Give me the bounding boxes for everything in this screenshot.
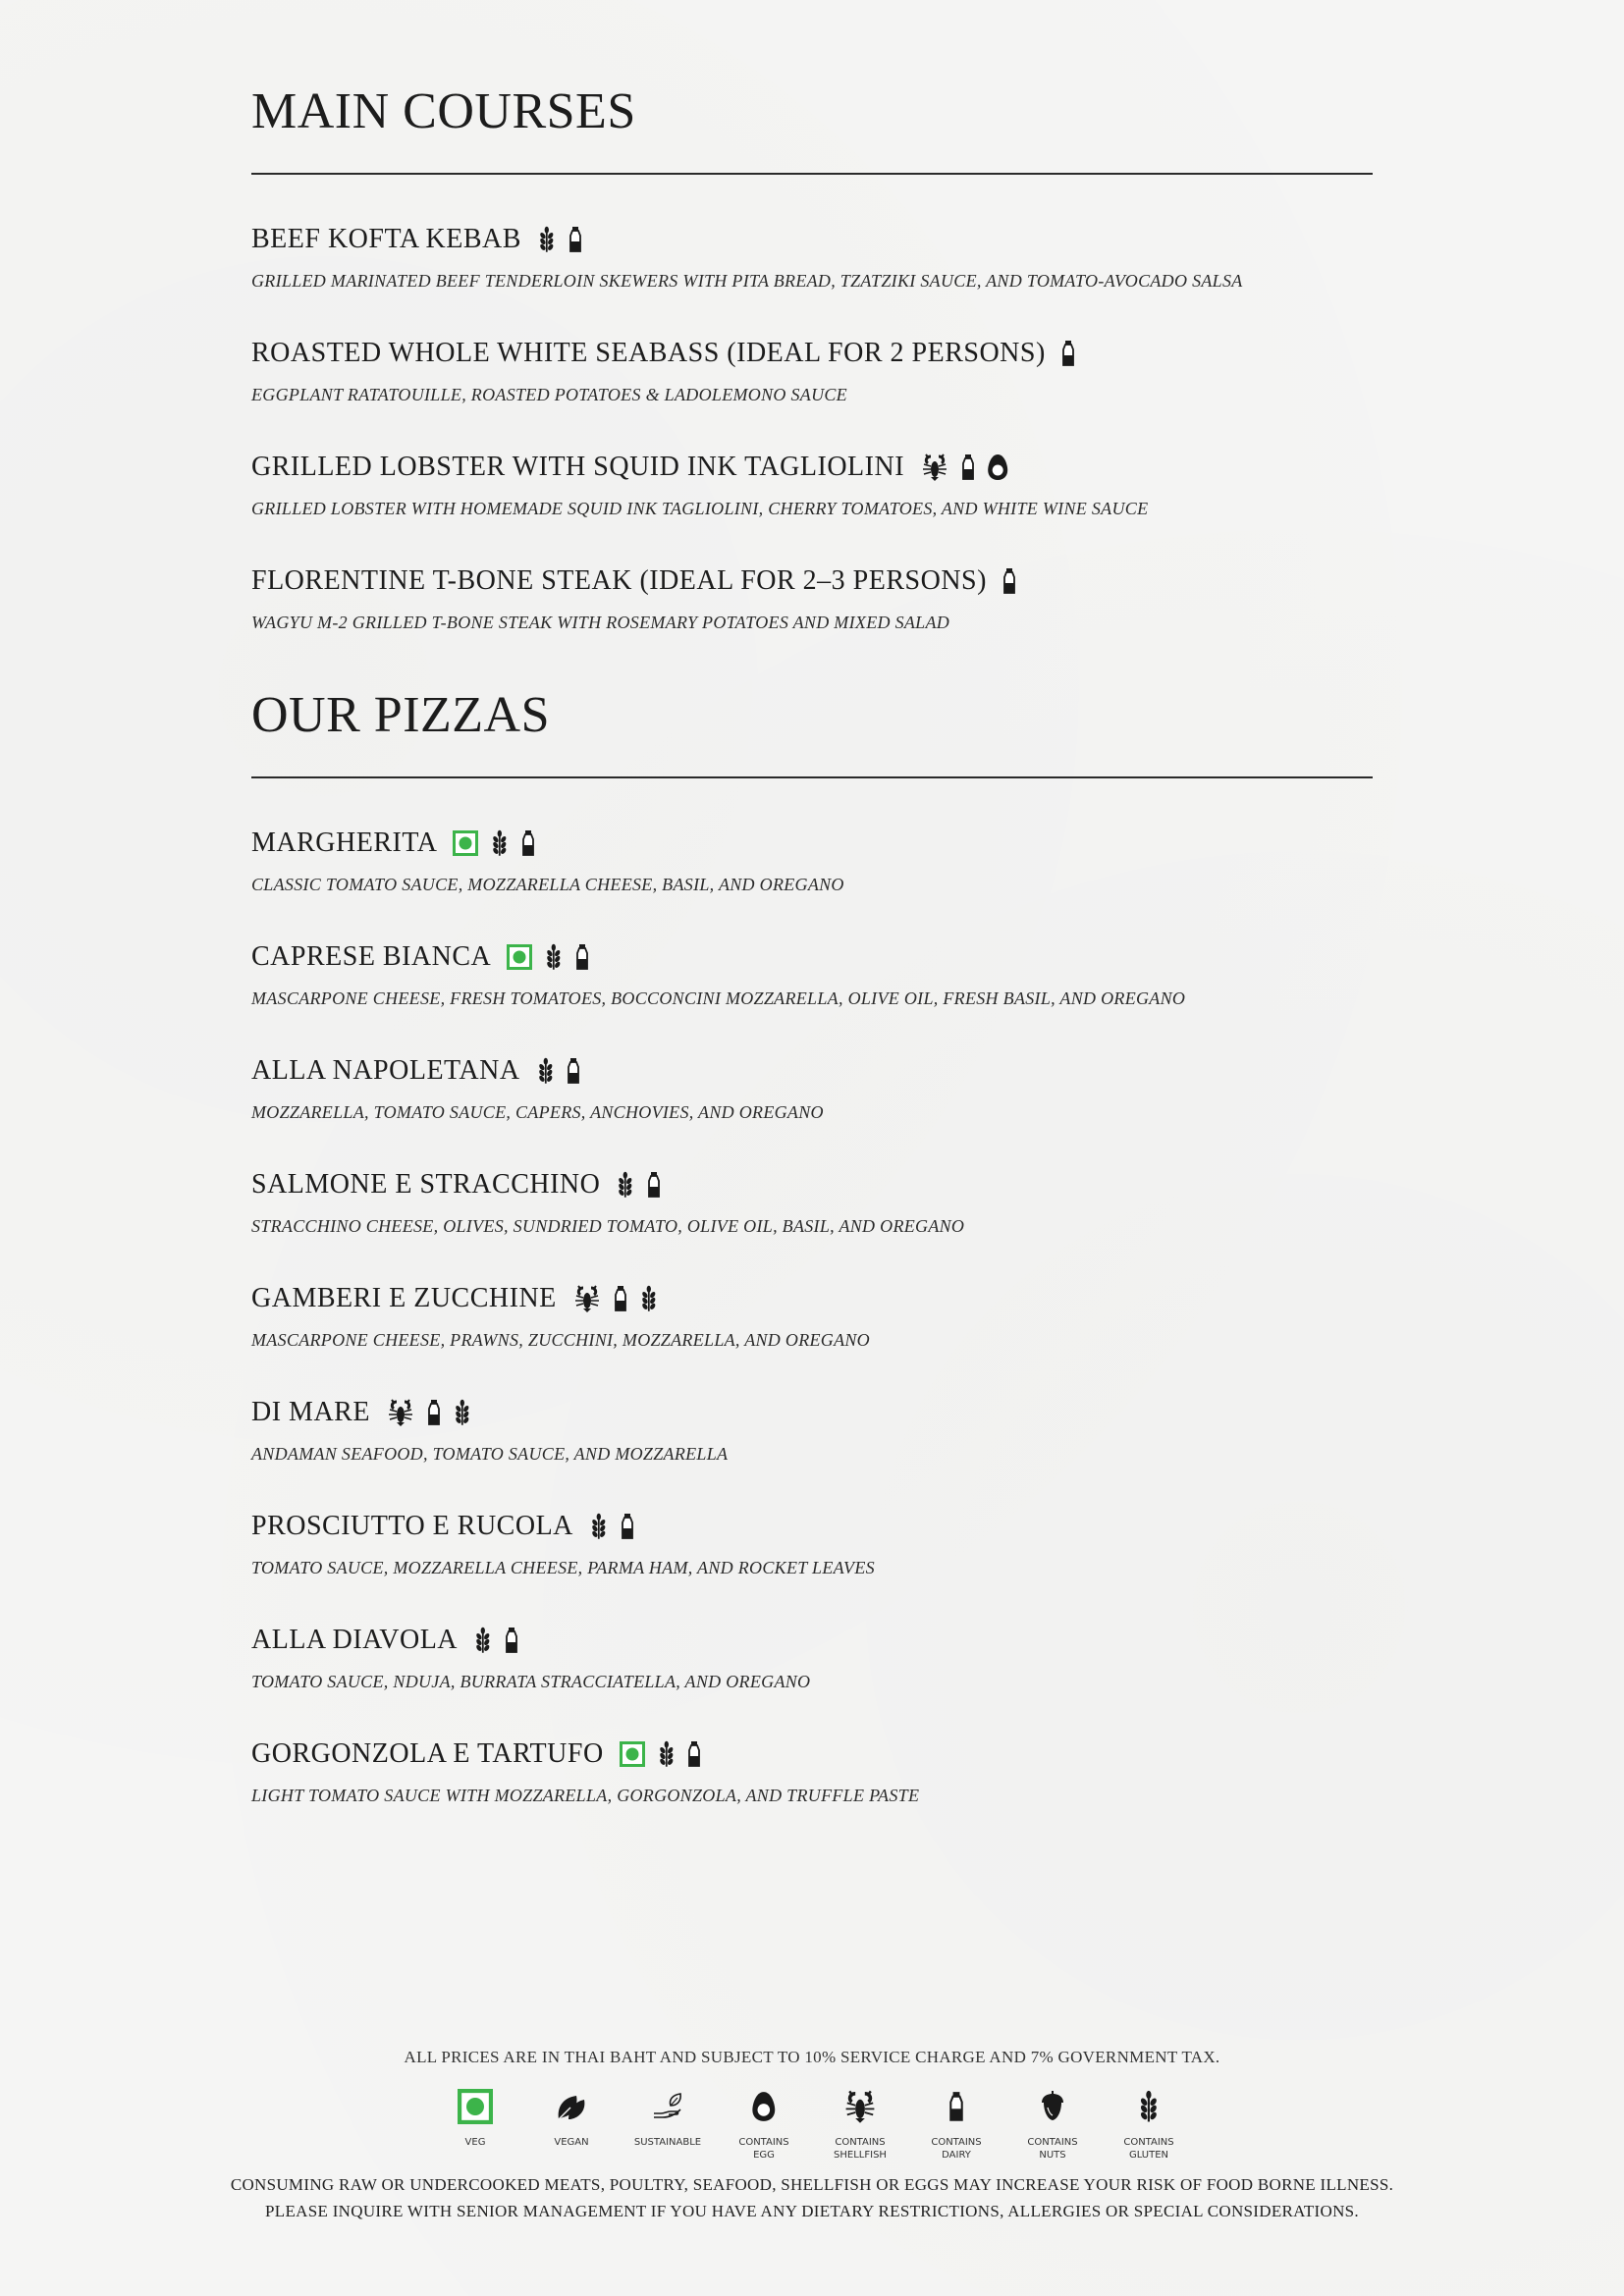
legend-item-veg bbox=[427, 2085, 523, 2162]
legend-item-shellfish bbox=[812, 2085, 908, 2162]
allergen-icons bbox=[572, 1284, 671, 1313]
menu-item-header bbox=[251, 448, 1373, 487]
menu-item-header bbox=[251, 1621, 1373, 1660]
milk-bottle-icon bbox=[621, 1513, 634, 1540]
legend-item-sustainable bbox=[620, 2085, 716, 2162]
menu-item-name: PROSCIUTTO E RUCOLA bbox=[251, 1511, 573, 1541]
legend-label: VEG bbox=[464, 2137, 486, 2148]
menu-item bbox=[251, 1165, 1373, 1279]
menu-item-description: TOMATO SAUCE, NDUJA, BURRATA STRACCIATELLA, AND OREGANO bbox=[251, 1672, 811, 1691]
allergen-icons bbox=[473, 1627, 530, 1654]
wheat-icon bbox=[639, 1285, 659, 1312]
allergen-icons bbox=[620, 1740, 714, 1768]
lobster-icon bbox=[572, 1284, 602, 1313]
veg-icon bbox=[458, 2085, 493, 2128]
menu-item-description: MOZZARELLA, TOMATO SAUCE, CAPERS, ANCHOVIES, AND OREGANO bbox=[251, 1102, 824, 1122]
menu-item-description: MASCARPONE CHEESE, FRESH TOMATOES, BOCCONCINI MOZZARELLA, OLIVE OIL, FRESH BASIL, AND OREGANO bbox=[251, 988, 1186, 1008]
section-title: MAIN COURSES bbox=[251, 83, 636, 139]
sustainable-hand-leaf-icon bbox=[651, 2085, 684, 2128]
main-courses-section bbox=[251, 83, 1373, 675]
main-courses-list bbox=[251, 220, 1373, 675]
legend-label: CONTAINS SHELLFISH bbox=[834, 2137, 887, 2161]
allergen-icons bbox=[920, 453, 1020, 482]
menu-item-header bbox=[251, 1051, 1373, 1091]
menu-item-header bbox=[251, 561, 1373, 601]
menu-item bbox=[251, 1507, 1373, 1621]
veg-icon bbox=[507, 944, 532, 970]
menu-item bbox=[251, 1051, 1373, 1165]
wheat-icon bbox=[616, 1171, 635, 1199]
legend-item-dairy bbox=[908, 2085, 1004, 2162]
menu-item-description: MASCARPONE CHEESE, PRAWNS, ZUCCHINI, MOZZARELLA, AND OREGANO bbox=[251, 1330, 870, 1350]
menu-item bbox=[251, 1393, 1373, 1507]
menu-item bbox=[251, 824, 1373, 937]
allergen-legend bbox=[0, 2085, 1624, 2162]
menu-item-description: EGGPLANT RATATOUILLE, ROASTED POTATOES & LADOLEMONO SAUCE bbox=[251, 385, 847, 404]
milk-bottle-icon bbox=[505, 1627, 518, 1654]
allergen-icons bbox=[536, 1057, 593, 1085]
warning-line: PLEASE INQUIRE WITH SENIOR MANAGEMENT IF YOU HAVE ANY DIETARY RESTRICTIONS, ALLERGIES OR SPECIAL CONSIDERATIONS. bbox=[265, 2202, 1359, 2221]
vegan-leaf-icon bbox=[555, 2085, 588, 2128]
menu-item bbox=[251, 334, 1373, 448]
veg-icon bbox=[620, 1741, 645, 1767]
milk-bottle-icon bbox=[568, 226, 582, 253]
legend-item-nuts bbox=[1004, 2085, 1101, 2162]
legend-item-gluten bbox=[1101, 2085, 1197, 2162]
allergen-icons bbox=[507, 943, 601, 971]
wheat-icon bbox=[490, 829, 510, 857]
legend-label: CONTAINS EGG bbox=[738, 2137, 789, 2161]
legend-label: CONTAINS DAIRY bbox=[931, 2137, 982, 2161]
pizzas-section bbox=[251, 687, 1373, 1848]
menu-item-description: TOMATO SAUCE, MOZZARELLA CHEESE, PARMA HAM, AND ROCKET LEAVES bbox=[251, 1558, 875, 1577]
menu-item bbox=[251, 448, 1373, 561]
veg-icon bbox=[453, 830, 478, 856]
section-divider bbox=[251, 776, 1373, 778]
menu-item bbox=[251, 1279, 1373, 1393]
legend-label: VEGAN bbox=[554, 2137, 589, 2148]
price-note: ALL PRICES ARE IN THAI BAHT AND SUBJECT TO 10% SERVICE CHARGE AND 7% GOVERNMENT TAX. bbox=[404, 2048, 1220, 2066]
legend-label: CONTAINS NUTS bbox=[1027, 2137, 1078, 2161]
allergen-icons bbox=[616, 1171, 673, 1199]
legend-item-vegan bbox=[523, 2085, 620, 2162]
menu-item-description: LIGHT TOMATO SAUCE WITH MOZZARELLA, GORGONZOLA, AND TRUFFLE PASTE bbox=[251, 1786, 920, 1805]
legend-label: CONTAINS GLUTEN bbox=[1123, 2137, 1174, 2161]
acorn-nut-icon bbox=[1036, 2085, 1069, 2128]
egg-icon bbox=[987, 454, 1008, 481]
wheat-icon bbox=[657, 1740, 677, 1768]
milk-bottle-icon bbox=[427, 1399, 441, 1426]
lobster-icon bbox=[920, 453, 949, 482]
allergen-icons bbox=[453, 829, 547, 857]
milk-bottle-icon bbox=[1061, 340, 1075, 367]
milk-bottle-icon bbox=[567, 1057, 580, 1085]
menu-item-name: ALLA DIAVOLA bbox=[251, 1625, 459, 1655]
wheat-icon bbox=[473, 1627, 493, 1654]
section-title: OUR PIZZAS bbox=[251, 687, 551, 743]
menu-item-name: MARGHERITA bbox=[251, 828, 438, 858]
menu-item-description: CLASSIC TOMATO SAUCE, MOZZARELLA CHEESE, BASIL, AND OREGANO bbox=[251, 875, 844, 894]
menu-item-name: SALMONE E STRACCHINO bbox=[251, 1169, 601, 1200]
lobster-icon bbox=[842, 2085, 878, 2128]
milk-bottle-icon bbox=[647, 1171, 661, 1199]
milk-bottle-icon bbox=[575, 943, 589, 971]
allergen-icons bbox=[1002, 567, 1028, 595]
milk-bottle-icon bbox=[687, 1740, 701, 1768]
menu-item-header bbox=[251, 220, 1373, 259]
menu-item bbox=[251, 1735, 1373, 1848]
menu-item-description: GRILLED MARINATED BEEF TENDERLOIN SKEWERS WITH PITA BREAD, TZATZIKI SAUCE, AND TOMATO-AVOCADO SALSA bbox=[251, 271, 1243, 291]
menu-item-header bbox=[251, 1165, 1373, 1204]
milk-bottle-icon bbox=[521, 829, 535, 857]
menu-item-name: ROASTED WHOLE WHITE SEABASS (IDEAL FOR 2 PERSONS) bbox=[251, 338, 1046, 368]
menu-item bbox=[251, 937, 1373, 1051]
allergen-icons bbox=[589, 1513, 646, 1540]
wheat-icon bbox=[1137, 2085, 1161, 2128]
menu-item-name: GORGONZOLA E TARTUFO bbox=[251, 1738, 604, 1769]
milk-bottle-icon bbox=[948, 2085, 964, 2128]
menu-item-name: GAMBERI E ZUCCHINE bbox=[251, 1283, 557, 1313]
legend-label: SUSTAINABLE bbox=[633, 2137, 702, 2148]
footer bbox=[0, 2048, 1624, 2224]
egg-icon bbox=[751, 2085, 777, 2128]
menu-item-header bbox=[251, 1279, 1373, 1318]
menu-item bbox=[251, 561, 1373, 675]
milk-bottle-icon bbox=[614, 1285, 627, 1312]
menu-item-header bbox=[251, 1393, 1373, 1432]
menu-item bbox=[251, 1621, 1373, 1735]
menu-item-name: BEEF KOFTA KEBAB bbox=[251, 224, 521, 254]
milk-bottle-icon bbox=[1002, 567, 1016, 595]
milk-bottle-icon bbox=[961, 454, 975, 481]
wheat-icon bbox=[537, 226, 557, 253]
wheat-icon bbox=[544, 943, 564, 971]
menu-item-name: GRILLED LOBSTER WITH SQUID INK TAGLIOLINI bbox=[251, 452, 905, 482]
menu-item-description: GRILLED LOBSTER WITH HOMEMADE SQUID INK TAGLIOLINI, CHERRY TOMATOES, AND WHITE WINE SAUCE bbox=[251, 499, 1149, 518]
wheat-icon bbox=[536, 1057, 556, 1085]
section-divider bbox=[251, 173, 1373, 175]
menu-item-header bbox=[251, 1507, 1373, 1546]
menu-item-name: DI MARE bbox=[251, 1397, 370, 1427]
menu-item-name: CAPRESE BIANCA bbox=[251, 941, 492, 972]
menu-item-description: ANDAMAN SEAFOOD, TOMATO SAUCE, AND MOZZARELLA bbox=[251, 1444, 729, 1464]
legend-item-egg bbox=[716, 2085, 812, 2162]
allergen-icons bbox=[1061, 340, 1087, 367]
warning-line: CONSUMING RAW OR UNDERCOOKED MEATS, POULTRY, SEAFOOD, SHELLFISH OR EGGS MAY INCREASE YOUR RISK OF FOOD BORNE ILLNESS. bbox=[230, 2175, 1394, 2194]
menu-item-header bbox=[251, 1735, 1373, 1774]
menu-item-header bbox=[251, 824, 1373, 863]
menu-item-description: WAGYU M-2 GRILLED T-BONE STEAK WITH ROSEMARY POTATOES AND MIXED SALAD bbox=[251, 613, 950, 632]
menu-item bbox=[251, 220, 1373, 334]
menu-item-description: STRACCHINO CHEESE, OLIVES, SUNDRIED TOMATO, OLIVE OIL, BASIL, AND OREGANO bbox=[251, 1216, 965, 1236]
menu-item-name: ALLA NAPOLETANA bbox=[251, 1055, 520, 1086]
pizza-list bbox=[251, 824, 1373, 1848]
dietary-warnings bbox=[0, 2171, 1624, 2224]
wheat-icon bbox=[589, 1513, 609, 1540]
wheat-icon bbox=[453, 1399, 472, 1426]
menu-item-header bbox=[251, 334, 1373, 373]
allergen-icons bbox=[537, 226, 594, 253]
allergen-icons bbox=[386, 1398, 484, 1427]
menu-item-header bbox=[251, 937, 1373, 977]
menu-item-name: FLORENTINE T-BONE STEAK (IDEAL FOR 2–3 PERSONS) bbox=[251, 565, 987, 596]
lobster-icon bbox=[386, 1398, 415, 1427]
